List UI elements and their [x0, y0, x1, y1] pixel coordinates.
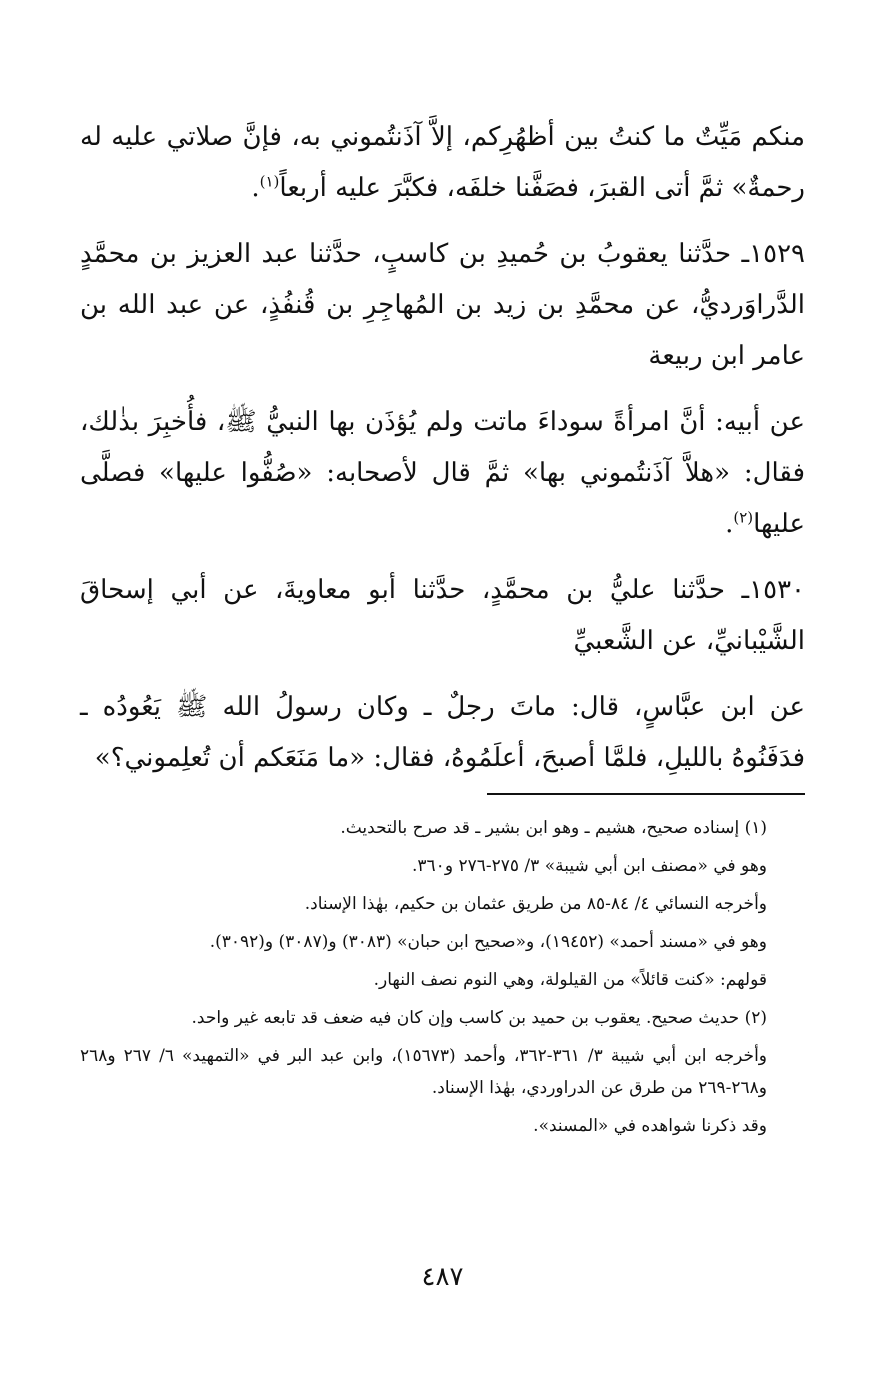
end-dot: . [251, 173, 260, 203]
hadith-1530-isnad: ١٥٣٠ـ حدَّثنا عليُّ بن محمَّدٍ، حدَّثنا أبو معاويةَ، عن أبي إسحاقَ الشَّيْبانيِّ، عن الشَّعبيِّ [80, 575, 805, 656]
footnote-ref-2: (٢) [733, 508, 754, 527]
hadith-1529-matn-text: عن أبيه: أنَّ امرأةً سوداءَ ماتت ولم يُؤذَن بها النبيُّ ﷺ، فأُخبِرَ بذٰلك، فقال: «هلاَّ آذَنتُموني بها» ثمَّ قال لأصحابه: «صُفُّوا عليها» فصلَّى عليها [80, 407, 805, 539]
hadith-1529-matn [80, 397, 805, 550]
footnote-line: وهو في «مصنف ابن أبي شيبة» ٣/ ٢٧٥-٢٧٦ و٣٦٠. [412, 856, 767, 876]
paragraph-1 [80, 112, 805, 214]
footnote-line: قولهم: «كنت قائلاً» من القيلولة، وهي النوم نصف النهار. [373, 970, 767, 990]
page-number: ٤٨٧ [421, 1262, 464, 1292]
footnote-line: وأخرجه النسائي ٤/ ٨٤-٨٥ من طريق عثمان بن حكيم، بهٰذا الإسناد. [304, 894, 767, 914]
footnote-line: وأخرجه ابن أبي شيبة ٣/ ٣٦١-٣٦٢، وأحمد (١٥٦٧٣)، وابن عبد البر في «التمهيد» ٦/ ٢٦٧ و٢٦٨ و٢٦٨-٢٦٩ من طرق عن الدراوردي، بهٰذا الإسناد. [80, 1046, 768, 1098]
main-text [80, 112, 805, 799]
end-dot: . [725, 509, 734, 539]
footnote-line: وهو في «مسند أحمد» (١٩٤٥٢)، و«صحيح ابن حبان» (٣٠٨٣) و(٣٠٨٧) و(٣٠٩٢). [209, 932, 767, 952]
footnotes [80, 812, 805, 1148]
hadith-1530-matn: عن ابن عبَّاسٍ، قال: ماتَ رجلٌ ـ وكان رسولُ الله ﷺ يَعُودُه ـ فدَفَنُوهُ بالليلِ، فلمَّا أصبحَ، أعلَمُوهُ، فقال: «ما مَنَعَكم أن تُعلِموني؟» [80, 692, 805, 773]
paragraph-1-text: منكم مَيِّتٌ ما كنتُ بين أظهُرِكم، إلاَّ آذَنتُموني به، فإنَّ صلاتي عليه له رحمةٌ» ثمَّ أتى القبرَ، فصَفَّنا خلفَه، فكبَّرَ عليه أربعاً [80, 122, 805, 203]
footnote-separator [487, 793, 805, 795]
footnote-line: وقد ذكرنا شواهده في «المسند». [533, 1116, 767, 1136]
footnote-line: (١) إسناده صحيح، هشيم ـ وهو ابن بشير ـ قد صرح بالتحديث. [340, 818, 767, 838]
footnote-ref-1: (١) [259, 172, 280, 191]
footnote-line: (٢) حديث صحيح. يعقوب بن حميد بن كاسب وإن كان فيه ضعف قد تابعه غير واحد. [191, 1008, 767, 1028]
hadith-1529-isnad: ١٥٢٩ـ حدَّثنا يعقوبُ بن حُميدِ بن كاسبٍ، حدَّثنا عبد العزيز بن محمَّدٍ الدَّراوَرديُّ، عن محمَّدِ بن زيد بن المُهاجِرِ بن قُنفُذٍ، عن عبد الله بن عامر ابن ربيعة [80, 239, 806, 371]
